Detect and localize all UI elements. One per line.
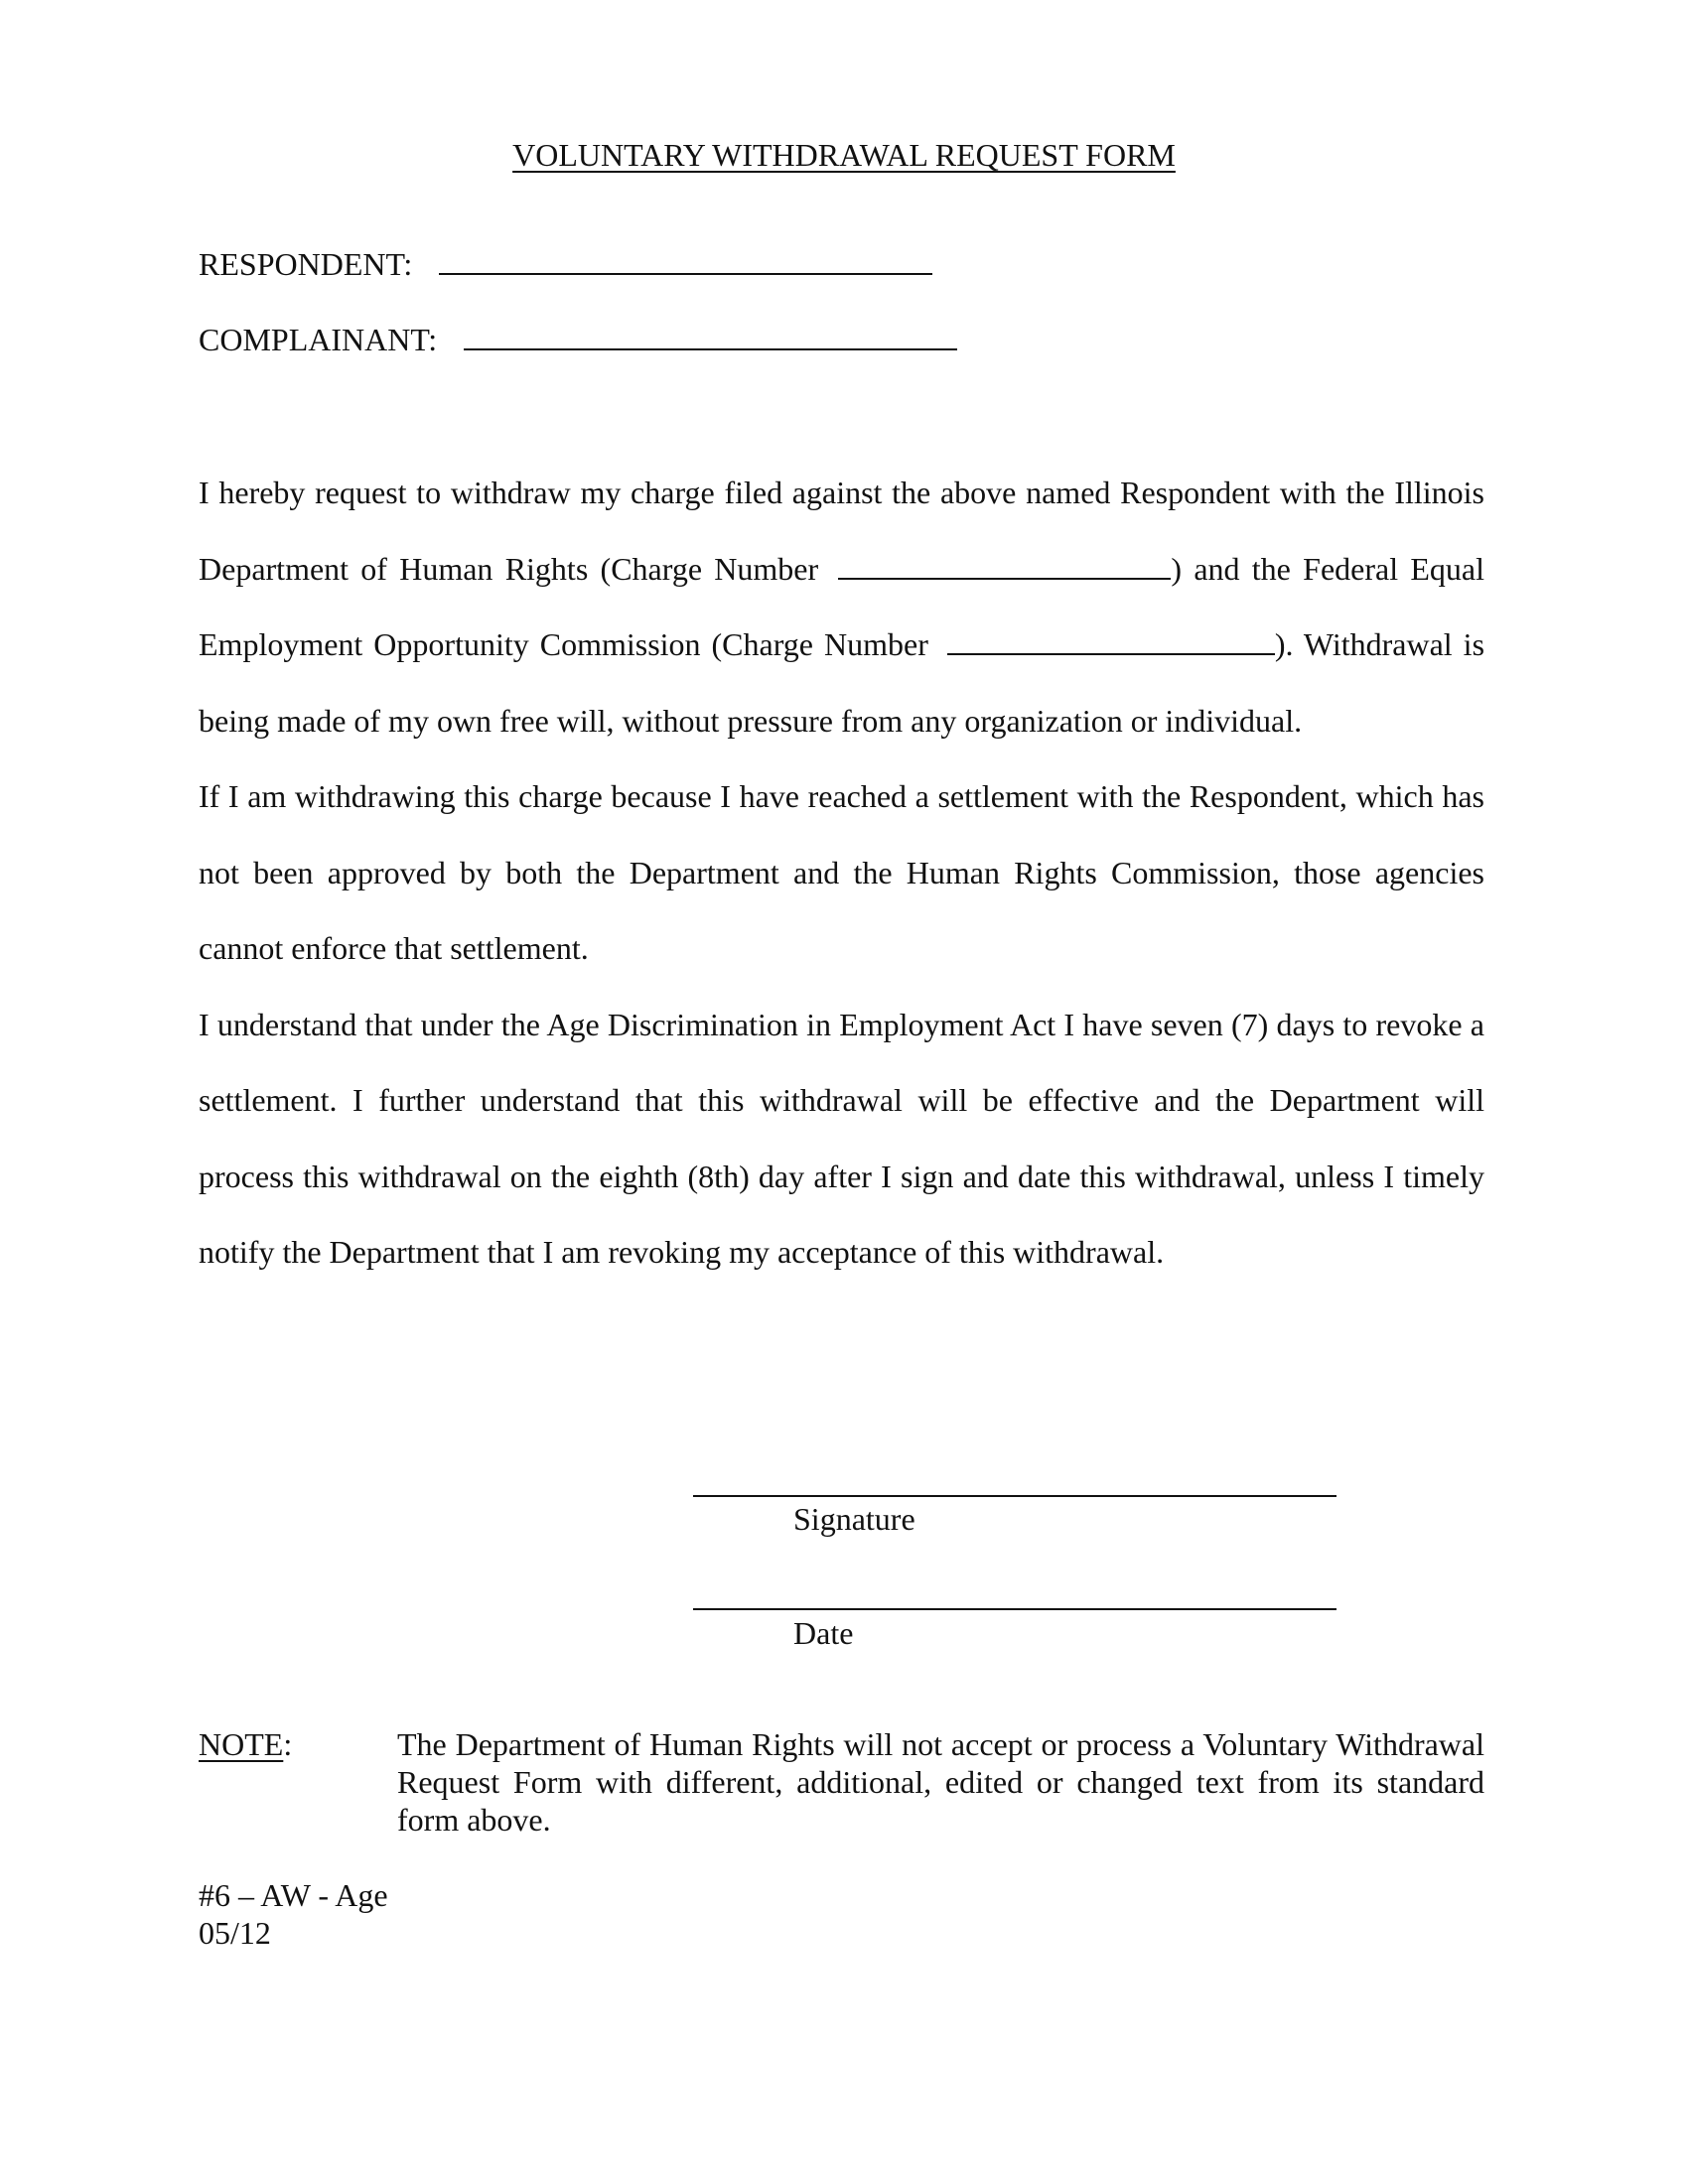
respondent-field-row <box>199 244 932 284</box>
note-label-colon: : <box>283 1726 293 1762</box>
respondent-label: RESPONDENT: <box>199 246 413 282</box>
signature-label: Signature <box>793 1501 915 1537</box>
respondent-input-line[interactable] <box>439 247 932 275</box>
idhr-charge-number-line[interactable] <box>838 554 1171 580</box>
paragraph1-part3: ). Withdrawal is being made of my own free will, without pressure from any organization or individual. <box>199 626 1485 739</box>
paragraph-withdrawal-request <box>199 455 1484 758</box>
signature-line[interactable] <box>693 1495 1336 1497</box>
paragraph1-part1: I hereby request to withdraw my charge filed against the above named Respondent with the Illinois Department of Human Rights (Charge Number <box>199 475 1484 587</box>
form-revision: 05/12 <box>199 1915 271 1951</box>
paragraph-settlement: If I am withdrawing this charge because I have reached a settlement with the Respondent, which has not been approved by both the Department and the Human Rights Commission, those agencies cannot enforce that settlement. <box>199 778 1484 966</box>
note-text: The Department of Human Rights will not accept or process a Voluntary Withdrawal Request Form with different, additional, edited or changed text from its standard form above. <box>397 1726 1484 1838</box>
footer-form-code <box>199 1876 388 1952</box>
note-label <box>199 1725 292 1763</box>
date-line[interactable] <box>693 1608 1336 1610</box>
page-title <box>0 135 1688 175</box>
note-label-text: NOTE <box>199 1726 284 1762</box>
paragraph-adea-revocation: I understand that under the Age Discrimination in Employment Act I have seven (7) days to revoke a settlement. I further understand that this withdrawal will be effective and the Department will process this withdrawal on the eighth (8th) day after I sign and date this withdrawal, unless I timely notify the Department that I am revoking my acceptance of this withdrawal. <box>199 1006 1484 1270</box>
page-title-text: VOLUNTARY WITHDRAWAL REQUEST FORM <box>512 137 1176 173</box>
body-text <box>199 455 1484 1291</box>
complainant-input-line[interactable] <box>464 323 957 350</box>
paragraph1-part2: ) and the Federal Equal Employment Opportunity Commission (Charge Number <box>199 550 1485 662</box>
form-code: #6 – AW - Age <box>199 1877 388 1913</box>
complainant-field-row <box>199 320 957 359</box>
complainant-label: COMPLAINANT: <box>199 322 438 357</box>
date-label: Date <box>793 1615 854 1651</box>
eeoc-charge-number-line[interactable] <box>947 629 1275 655</box>
